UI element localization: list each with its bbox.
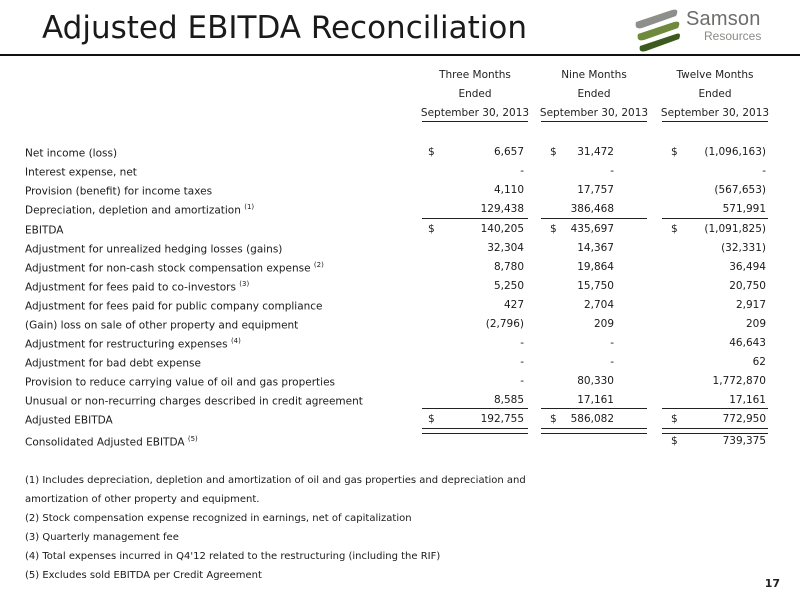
cell-three-months: 192,755 bbox=[480, 413, 524, 425]
cell-three-months: (2,796) bbox=[485, 318, 524, 330]
cell-three-months: - bbox=[520, 356, 524, 368]
table-row-gain-loss-sale bbox=[0, 315, 800, 335]
currency-symbol: $ bbox=[550, 223, 557, 235]
footnote-4: (4) Total expenses incurred in Q4'12 related to the restructuring (including the RIF) bbox=[25, 551, 441, 562]
cell-three-months: 5,250 bbox=[493, 280, 524, 292]
header-line1: Twelve Months bbox=[676, 69, 754, 81]
cell-nine-months: 2,704 bbox=[583, 299, 614, 311]
table-row-ebitda bbox=[0, 220, 800, 240]
table-row-stock-compensation bbox=[0, 258, 800, 278]
row-label: Interest expense, net bbox=[25, 166, 137, 179]
cell-three-months: 8,585 bbox=[493, 394, 524, 406]
header-line3: September 30, 2013 bbox=[539, 107, 649, 119]
row-label: Adjusted EBITDA bbox=[25, 414, 113, 427]
title-divider bbox=[0, 54, 800, 56]
cell-nine-months: 15,750 bbox=[577, 280, 614, 292]
cell-three-months: 140,205 bbox=[480, 223, 524, 235]
page-title: Adjusted EBITDA Reconciliation bbox=[42, 10, 527, 46]
company-logo bbox=[632, 4, 792, 52]
cell-twelve-months: 772,950 bbox=[722, 413, 766, 425]
currency-symbol: $ bbox=[550, 146, 557, 158]
currency-symbol: $ bbox=[428, 146, 435, 158]
cell-twelve-months: 2,917 bbox=[735, 299, 766, 311]
row-label: EBITDA bbox=[25, 224, 64, 237]
currency-symbol: $ bbox=[671, 223, 678, 235]
table-row-co-investor-fees bbox=[0, 277, 800, 297]
row-label: Provision to reduce carrying value of oil and gas properties bbox=[25, 376, 336, 389]
row-label: Adjustment for bad debt expense bbox=[25, 357, 201, 370]
subtotal-rule bbox=[662, 218, 768, 219]
logo-name: Samson bbox=[686, 8, 761, 30]
cell-twelve-months: 62 bbox=[752, 356, 766, 368]
cell-three-months: 427 bbox=[503, 299, 524, 311]
cell-three-months: - bbox=[520, 165, 524, 177]
samson-logo-mark-icon bbox=[632, 4, 684, 52]
cell-twelve-months: 46,643 bbox=[729, 337, 766, 349]
row-label: Adjustment for unrealized hedging losses (gains) bbox=[25, 243, 283, 256]
row-label: Net income (loss) bbox=[25, 147, 118, 160]
header-line1: Nine Months bbox=[561, 69, 627, 81]
row-label: Unusual or non-recurring charges described in credit agreement bbox=[25, 395, 363, 408]
cell-twelve-months: (1,096,163) bbox=[704, 146, 766, 158]
row-label: Adjustment for fees paid to co-investors $^{(3)}$ bbox=[25, 280, 250, 294]
cell-three-months: 4,110 bbox=[493, 184, 524, 196]
cell-three-months: - bbox=[520, 375, 524, 387]
cell-nine-months: 586,082 bbox=[570, 413, 614, 425]
cell-nine-months: 31,472 bbox=[577, 146, 614, 158]
subtotal-rule bbox=[541, 218, 647, 219]
cell-twelve-months: 1,772,870 bbox=[712, 375, 766, 387]
cell-twelve-months: 20,750 bbox=[729, 280, 766, 292]
cell-twelve-months: (32,331) bbox=[721, 242, 766, 254]
footnote-5: (5) Excludes sold EBITDA per Credit Agreement bbox=[25, 570, 262, 581]
currency-symbol: $ bbox=[550, 413, 557, 425]
cell-three-months: 32,304 bbox=[487, 242, 524, 254]
table-row-net-income bbox=[0, 143, 800, 163]
footnote-3: (3) Quarterly management fee bbox=[25, 532, 179, 543]
table-row-income-taxes bbox=[0, 181, 800, 201]
table-row-compliance-fees bbox=[0, 296, 800, 316]
header-underline bbox=[422, 121, 528, 122]
table-row-depreciation bbox=[0, 200, 800, 220]
subtotal-rule bbox=[662, 408, 768, 409]
cell-nine-months: - bbox=[610, 165, 614, 177]
header-line3: September 30, 2013 bbox=[660, 107, 770, 119]
table-row-adjusted-ebitda bbox=[0, 410, 800, 430]
cell-twelve-months: (1,091,825) bbox=[704, 223, 766, 235]
row-label: Depreciation, depletion and amortization $^{(1)}$ bbox=[25, 203, 255, 217]
cell-nine-months: - bbox=[610, 337, 614, 349]
page-number: 17 bbox=[764, 577, 780, 590]
cell-nine-months: 386,468 bbox=[570, 203, 614, 215]
cell-nine-months: 17,757 bbox=[577, 184, 614, 196]
currency-symbol: $ bbox=[671, 146, 678, 158]
footnote-1: (1) Includes depreciation, depletion and amortization of oil and gas properties and depreciation and bbox=[25, 475, 526, 486]
cell-nine-months: 17,161 bbox=[577, 394, 614, 406]
cell-nine-months: 209 bbox=[593, 318, 614, 330]
subtotal-rule bbox=[422, 218, 528, 219]
cell-twelve-months: 739,375 bbox=[722, 435, 766, 447]
logo-subtitle: Resources bbox=[704, 29, 762, 43]
table-row-bad-debt bbox=[0, 353, 800, 373]
row-label: Provision (benefit) for income taxes bbox=[25, 185, 213, 198]
footnote-1-continued: amortization of other property and equipment. bbox=[25, 494, 260, 505]
row-label: Adjustment for non-cash stock compensation expense $^{(2)}$ bbox=[25, 261, 324, 275]
header-underline bbox=[541, 121, 647, 122]
cell-twelve-months: 209 bbox=[745, 318, 766, 330]
cell-nine-months: 19,864 bbox=[577, 261, 614, 273]
cell-twelve-months: (567,653) bbox=[714, 184, 766, 196]
table-row-interest-expense bbox=[0, 162, 800, 182]
cell-twelve-months: 571,991 bbox=[722, 203, 766, 215]
subtotal-rule bbox=[422, 408, 528, 409]
currency-symbol: $ bbox=[428, 223, 435, 235]
cell-nine-months: 80,330 bbox=[577, 375, 614, 387]
table-row-restructuring bbox=[0, 334, 800, 354]
row-label: (Gain) loss on sale of other property and equipment bbox=[25, 319, 299, 332]
cell-nine-months: 14,367 bbox=[577, 242, 614, 254]
currency-symbol: $ bbox=[428, 413, 435, 425]
header-underline bbox=[662, 121, 768, 122]
header-line2: Ended bbox=[577, 88, 611, 100]
cell-twelve-months: 17,161 bbox=[729, 394, 766, 406]
header-line3: September 30, 2013 bbox=[420, 107, 530, 119]
subtotal-rule bbox=[541, 408, 647, 409]
cell-three-months: - bbox=[520, 337, 524, 349]
cell-twelve-months: 36,494 bbox=[729, 261, 766, 273]
table-row-carrying-value bbox=[0, 372, 800, 392]
currency-symbol: $ bbox=[671, 435, 678, 447]
header-line2: Ended bbox=[458, 88, 492, 100]
header-line1: Three Months bbox=[439, 69, 511, 81]
currency-symbol: $ bbox=[671, 413, 678, 425]
cell-three-months: 6,657 bbox=[493, 146, 524, 158]
cell-three-months: 129,438 bbox=[480, 203, 524, 215]
cell-nine-months: - bbox=[610, 356, 614, 368]
table-row-consolidated-adjusted-ebitda bbox=[0, 432, 800, 452]
header-line2: Ended bbox=[698, 88, 732, 100]
row-label: Adjustment for restructuring expenses $^{(4)}$ bbox=[25, 337, 241, 351]
row-label: Consolidated Adjusted EBITDA $^{(5)}$ bbox=[25, 435, 198, 449]
cell-three-months: 8,780 bbox=[493, 261, 524, 273]
cell-twelve-months: - bbox=[762, 165, 766, 177]
row-label: Adjustment for fees paid for public company compliance bbox=[25, 300, 323, 313]
cell-nine-months: 435,697 bbox=[570, 223, 614, 235]
footnote-2: (2) Stock compensation expense recognized in earnings, net of capitalization bbox=[25, 513, 412, 524]
table-row-hedging bbox=[0, 239, 800, 259]
